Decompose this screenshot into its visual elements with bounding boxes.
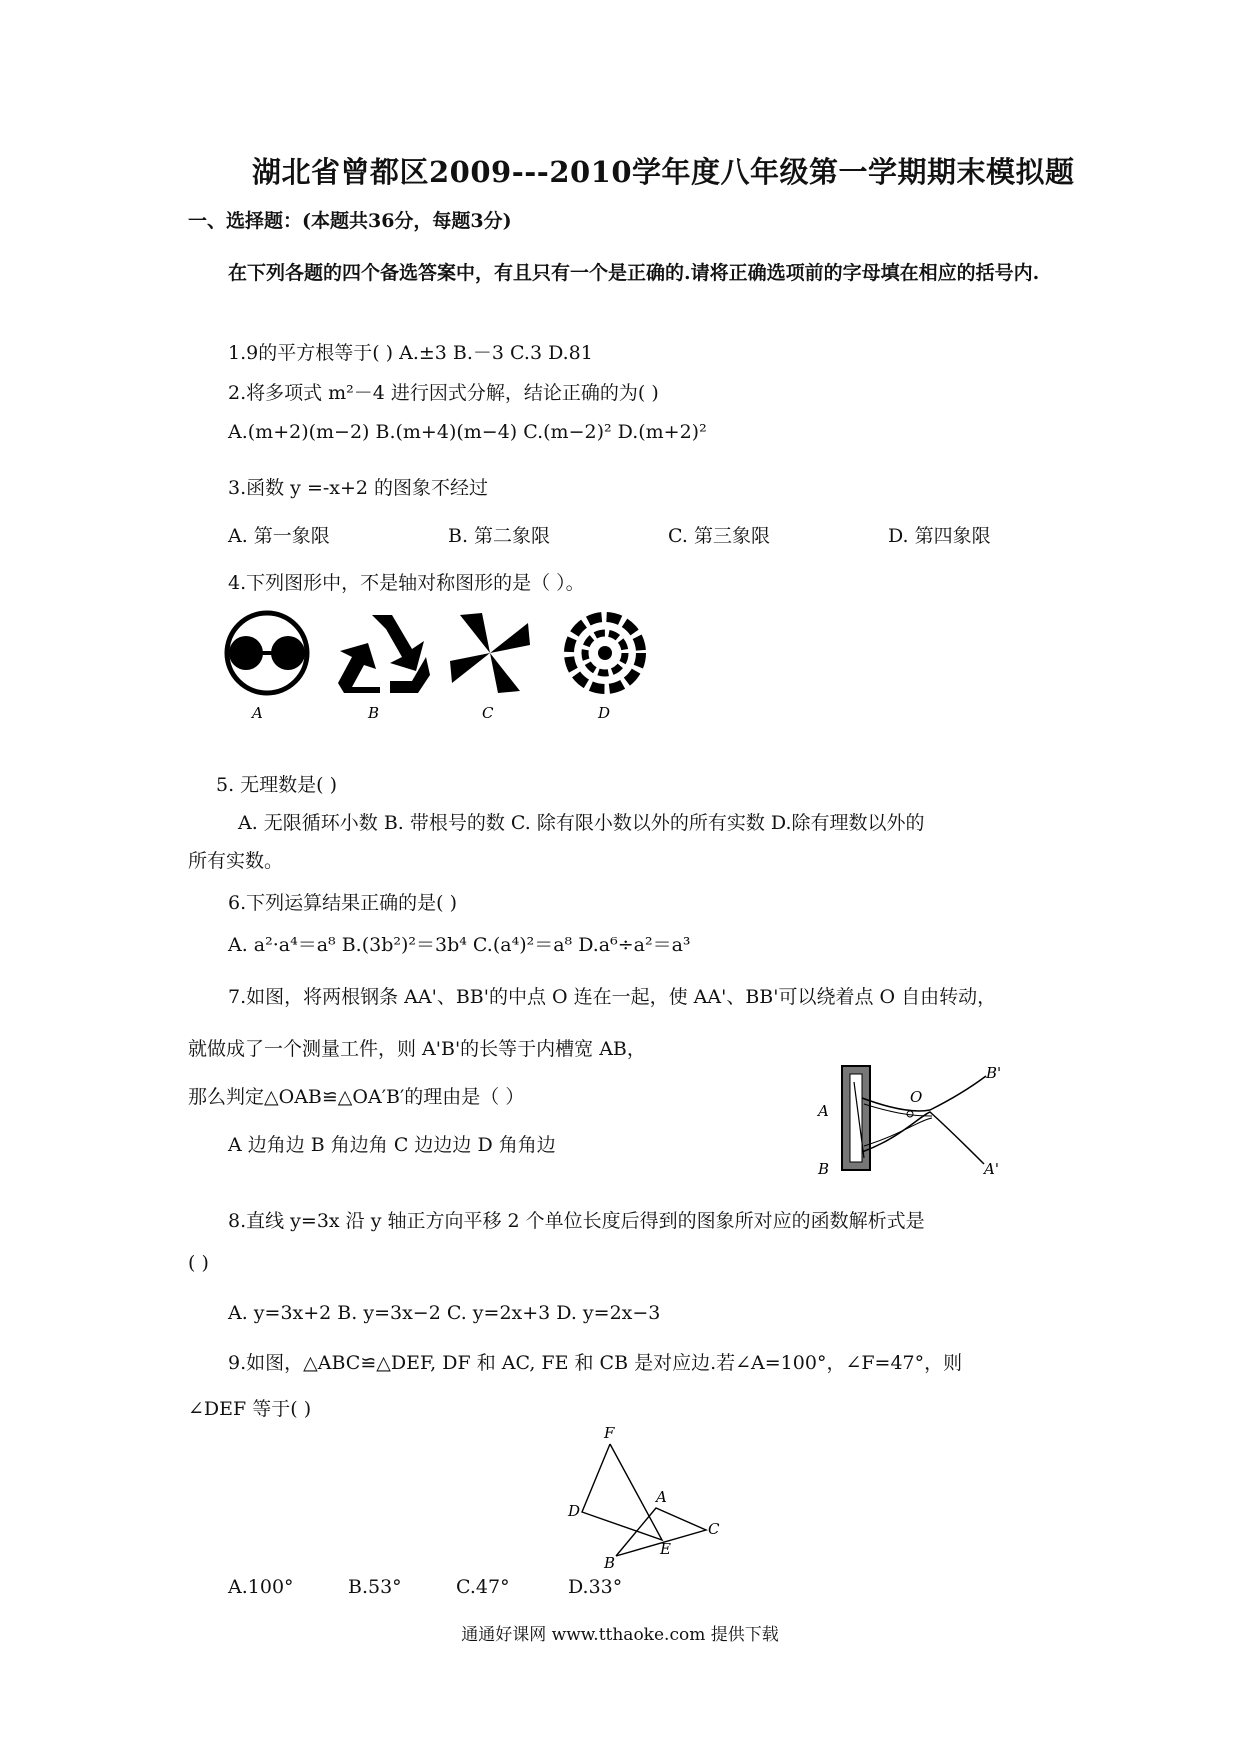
q9-label-c: C (708, 1520, 720, 1538)
section-instruction: 在下列各题的四个备选答案中，有且只有一个是正确的.请将正确选项前的字母填在相应的括号内. (228, 262, 1040, 284)
q9-option-c: C.47° (456, 1576, 510, 1598)
q9-text-2: ∠DEF 等于( ) (188, 1398, 312, 1420)
figure-b-label: B (368, 704, 380, 722)
figure-d-label: D (598, 704, 611, 722)
section-heading: 一、选择题：(本题共36分，每题3分) (188, 210, 512, 232)
q9-option-d: D.33° (568, 1576, 623, 1598)
q2-text: 2.将多项式 m²－4 进行因式分解，结论正确的为( ) (228, 382, 659, 404)
q9-label-f: F (604, 1424, 615, 1442)
q4-figures (222, 606, 662, 726)
q8-text: 8.直线 y=3x 沿 y 轴正方向平移 2 个单位长度后得到的图象所对应的函数解析式是 (228, 1210, 925, 1232)
figure-c-label: C (482, 704, 494, 722)
q8-options: A. y=3x+2 B. y=3x−2 C. y=2x+3 D. y=2x−3 (228, 1302, 661, 1324)
q9-label-e: E (660, 1540, 671, 1558)
figure-b-recycle-icon (338, 615, 430, 693)
q9-label-a: A (656, 1488, 667, 1506)
q7-label-b-prime: B' (986, 1064, 1002, 1082)
page-title: 湖北省曾都区2009---2010学年度八年级第一学期期末模拟题 (252, 155, 1075, 189)
q9-option-a: A.100° (228, 1576, 294, 1598)
footer: 通通好课网 www.tthaoke.com 提供下载 (461, 1625, 779, 1645)
q9-figure (560, 1420, 720, 1570)
q5-options: A. 无限循环小数 B. 带根号的数 C. 除有限小数以外的所有实数 D.除有理数以外的 (238, 812, 925, 834)
q7-text-2: 就做成了一个测量工件，则 A'B'的长等于内槽宽 AB， (188, 1038, 646, 1060)
q3-option-c: C. 第三象限 (668, 525, 770, 547)
q7-label-o: O (910, 1088, 923, 1106)
q7-label-b: B (818, 1160, 830, 1178)
figure-d-flower-icon (569, 617, 641, 689)
q4-text: 4.下列图形中，不是轴对称图形的是（ ）。 (228, 572, 585, 594)
q9-text: 9.如图，△ABC≌△DEF, DF 和 AC, FE 和 CB 是对应边.若∠A=100°，∠F=47°，则 (228, 1352, 963, 1374)
q7-label-a-prime: A' (984, 1160, 999, 1178)
q7-text: 7.如图，将两根钢条 AA'、BB'的中点 O 连在一起，使 AA'、BB'可以绕着点 O 自由转动， (228, 986, 997, 1008)
q5-options-cont: 所有实数。 (188, 850, 284, 872)
q6-text: 6.下列运算结果正确的是( ) (228, 892, 457, 914)
q6-options: A. a²·a⁴＝a⁸ B.(3b²)²＝3b⁴ C.(a⁴)²＝a⁸ D.a⁶÷a²＝a³ (228, 934, 691, 956)
q3-text: 3.函数 y =-x+2 的图象不经过 (228, 477, 489, 499)
q7-text-3: 那么判定△OAB≌△OA′B′的理由是（ ） (188, 1086, 525, 1108)
q1-text: 1.9的平方根等于( ) A.±3 B.－3 C.3 D.81 (228, 342, 593, 364)
q7-options: A 边角边 B 角边角 C 边边边 D 角角边 (228, 1134, 556, 1156)
figure-a-label: A (252, 704, 263, 722)
q3-option-b: B. 第二象限 (448, 525, 551, 547)
q3-option-a: A. 第一象限 (228, 525, 330, 547)
q3-option-d: D. 第四象限 (888, 525, 991, 547)
q2-options: A.(m+2)(m−2) B.(m+4)(m−4) C.(m−2)² D.(m+2)² (228, 421, 707, 443)
q9-label-d: D (568, 1502, 581, 1520)
q7-figure (810, 1060, 1020, 1180)
q7-label-a: A (818, 1102, 829, 1120)
q9-label-b: B (604, 1554, 616, 1570)
figure-a-circle-dots-icon (227, 613, 307, 693)
figure-c-pinwheel-icon (450, 613, 530, 693)
q5-text: 5. 无理数是( ) (216, 774, 338, 796)
q8-text-2: ( ) (188, 1252, 209, 1274)
q9-option-b: B.53° (348, 1576, 402, 1598)
